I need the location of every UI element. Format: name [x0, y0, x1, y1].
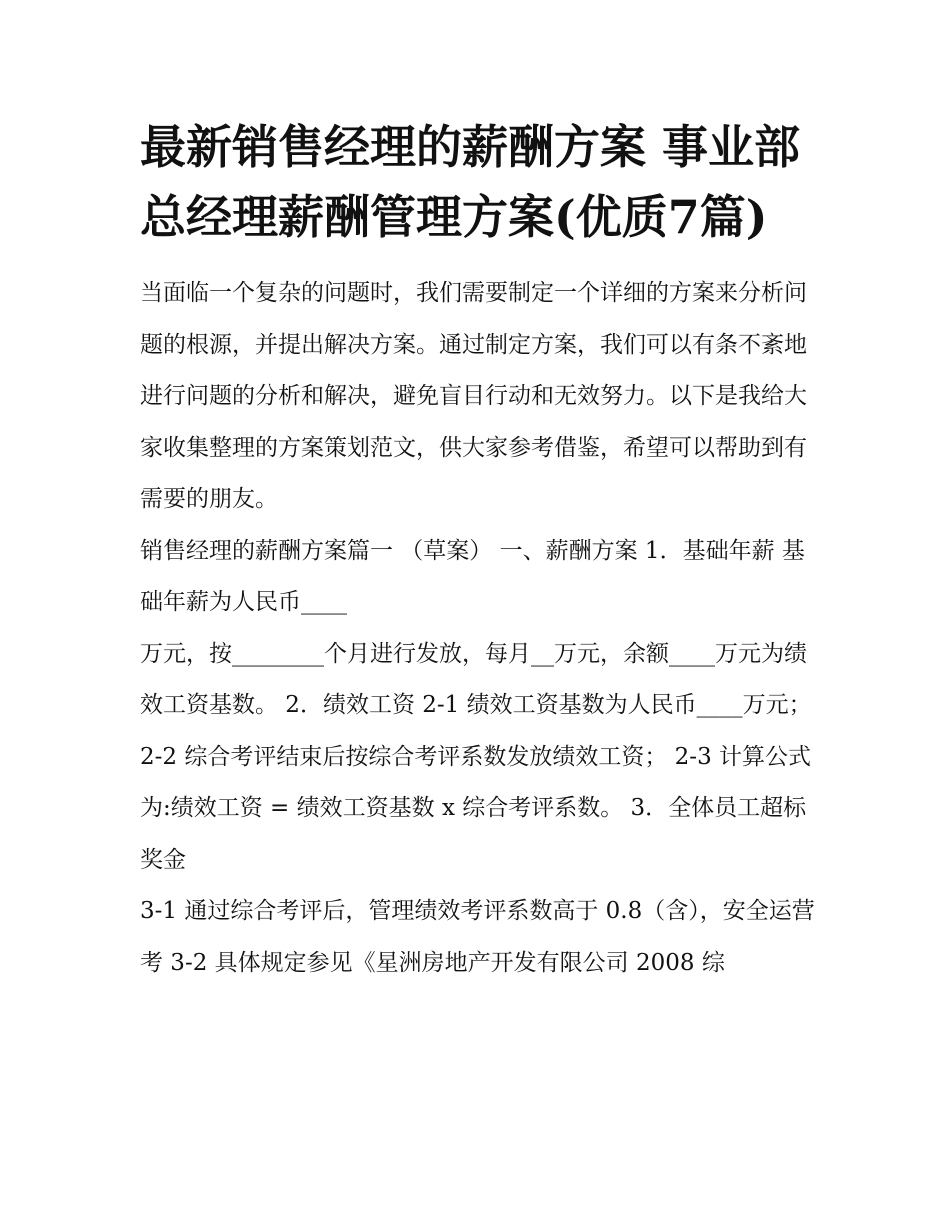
performance-paragraph: 2-2 综合考评结束后按综合考评系数发放绩效工资； 2-3 计算公式为:绩效工资 = 绩效工资基数 x 综合考评系数。 3．全体员工超标奖金	[140, 743, 812, 873]
salary-paragraph: 万元，按________个月进行发放，每月__万元，余额____万元为绩效工资基数。 2．绩效工资 2-1 绩效工资基数为人民币____万元；	[140, 640, 812, 718]
section-paragraph: 销售经理的薪酬方案篇一 （草案） 一、薪酬方案 1．基础年薪 基础年薪为人民币____	[140, 537, 805, 615]
document-page	[140, 112, 820, 989]
bonus-paragraph: 3-1 通过综合考评后，管理绩效考评系数高于 0.8（含），安全运营考 3-2 具体规定参见《星洲房地产开发有限公司 2008 综	[140, 898, 815, 976]
intro-paragraph: 当面临一个复杂的问题时，我们需要制定一个详细的方案来分析问题的根源，并提出解决方案。通过制定方案，我们可以有条不紊地进行问题的分析和解决，避免盲目行动和无效努力。以下是我给大家收集整理的方案策划范文，供大家参考借鉴，希望可以帮助到有需要的朋友。	[140, 280, 807, 512]
document-title: 最新销售经理的薪酬方案 事业部总经理薪酬管理方案(优质7篇)	[140, 120, 801, 244]
document-body	[140, 268, 820, 989]
